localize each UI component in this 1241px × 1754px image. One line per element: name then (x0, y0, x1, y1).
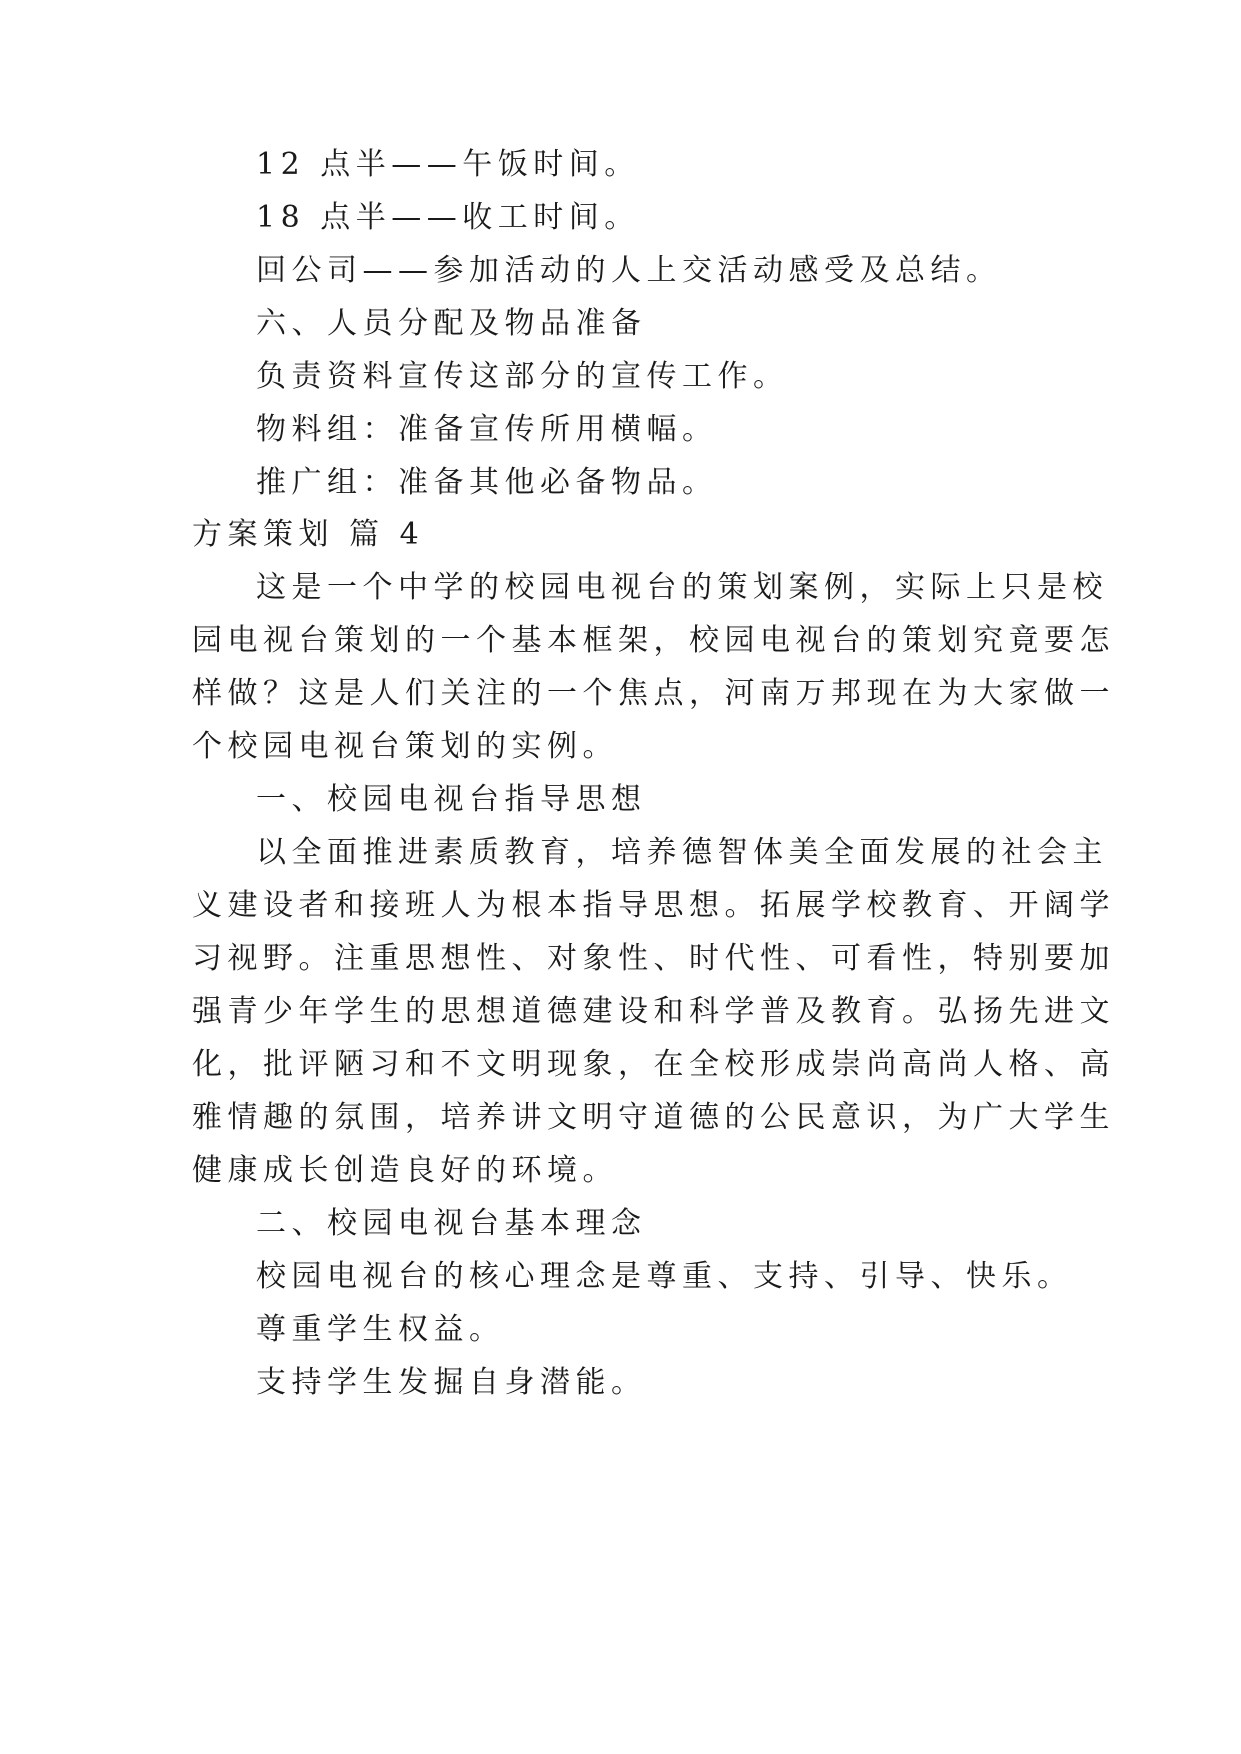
text-line-core-concept: 校园电视台的核心理念是尊重、支持、引导、快乐。 (256, 1259, 1073, 1294)
paragraph-line: 化，批评陋习和不文明现象，在全校形成崇尚高尚人格、高 (192, 1047, 1115, 1082)
text-line-return-summary: 回公司——参加活动的人上交活动感受及总结。 (256, 253, 1002, 288)
text-line-end-time: 18 点半——收工时间。 (256, 200, 640, 235)
text-line-lunch-time: 12 点半——午饭时间。 (256, 147, 640, 182)
paragraph-line: 健康成长创造良好的环境。 (192, 1153, 618, 1188)
paragraph-line: 习视野。注重思想性、对象性、时代性、可看性，特别要加 (192, 941, 1115, 976)
paragraph-line: 样做？这是人们关注的一个焦点，河南万邦现在为大家做一 (192, 676, 1115, 711)
section-heading-guiding-idea: 一、校园电视台指导思想 (256, 782, 647, 817)
text-line-support: 支持学生发掘自身潜能。 (256, 1365, 647, 1400)
text-line-materials-group: 物料组：准备宣传所用横幅。 (256, 412, 718, 447)
section-heading-basic-concept: 二、校园电视台基本理念 (256, 1206, 647, 1241)
paragraph-line: 个校园电视台策划的实例。 (192, 729, 618, 764)
text-line-respect: 尊重学生权益。 (256, 1312, 505, 1347)
text-line-promo-work: 负责资料宣传这部分的宣传工作。 (256, 359, 789, 394)
paragraph-line: 园电视台策划的一个基本框架，校园电视台的策划究竟要怎 (192, 623, 1115, 658)
paragraph-line: 雅情趣的氛围，培养讲文明守道德的公民意识，为广大学生 (192, 1100, 1115, 1135)
paragraph-line: 强青少年学生的思想道德建设和科学普及教育。弘扬先进文 (192, 994, 1115, 1029)
paragraph-line: 义建设者和接班人为根本指导思想。拓展学校教育、开阔学 (192, 888, 1115, 923)
section-heading-staff: 六、人员分配及物品准备 (256, 306, 647, 341)
text-line-promotion-group: 推广组：准备其他必备物品。 (256, 465, 718, 500)
article-title: 方案策划 篇 4 (192, 517, 425, 552)
paragraph-line: 这是一个中学的校园电视台的策划案例，实际上只是校 (256, 570, 1108, 605)
paragraph-line: 以全面推进素质教育，培养德智体美全面发展的社会主 (256, 835, 1108, 870)
